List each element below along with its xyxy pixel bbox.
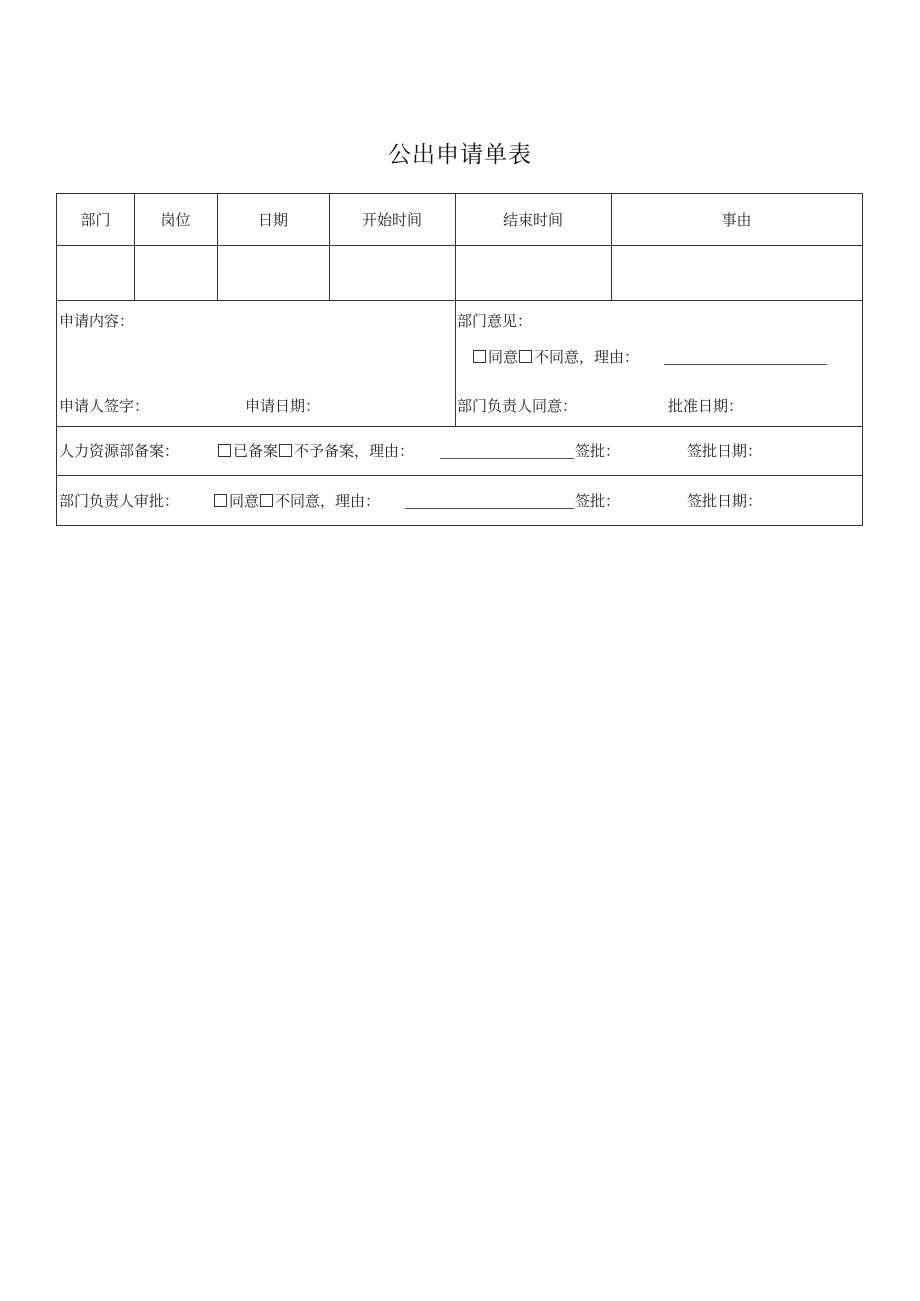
header-department: 部门 [80, 211, 111, 229]
row-divider [57, 426, 862, 427]
header-position: 岗位 [160, 211, 191, 229]
hr-reason-underline[interactable] [440, 458, 574, 459]
application-content-label: 申请内容： [59, 312, 135, 330]
agree-label: 同意 [488, 348, 519, 366]
page-title: 公出申请单表 [388, 142, 532, 168]
hr-sign-date-label: 签批日期： [687, 442, 763, 460]
checkbox-filed[interactable] [218, 444, 231, 457]
input-date-cell[interactable] [218, 246, 329, 300]
head-disagree-reason-label: 不同意，理由： [275, 492, 381, 510]
input-position-cell[interactable] [135, 246, 217, 300]
head-approval-label: 部门负责人审批： [59, 492, 180, 510]
header-date: 日期 [257, 211, 288, 229]
header-reason: 事由 [721, 211, 752, 229]
not-filed-reason-label: 不予备案，理由： [294, 442, 415, 460]
head-sign-label: 签批： [575, 492, 621, 510]
department-opinion-options [473, 348, 639, 366]
head-sign-date-label: 签批日期： [687, 492, 763, 510]
applicant-signature-label: 申请人签字： [59, 397, 150, 415]
department-opinion-label: 部门意见： [457, 312, 533, 330]
head-reason-underline[interactable] [405, 508, 574, 509]
outing-application-form [56, 193, 863, 526]
hr-filing-options [218, 442, 414, 460]
filed-label: 已备案 [233, 442, 279, 460]
application-date-label: 申请日期： [245, 397, 321, 415]
hr-filing-label: 人力资源部备案： [59, 442, 180, 460]
checkbox-disagree[interactable] [519, 350, 532, 363]
row-divider [57, 475, 862, 476]
checkbox-agree[interactable] [473, 350, 486, 363]
checkbox-head-agree[interactable] [214, 494, 227, 507]
input-department-cell[interactable] [57, 246, 134, 300]
approval-date-label: 批准日期： [668, 397, 744, 415]
head-approval-options [214, 492, 380, 510]
hr-sign-label: 签批： [575, 442, 621, 460]
checkbox-not-filed[interactable] [279, 444, 292, 457]
row-divider [57, 300, 862, 301]
disagree-reason-label: 不同意，理由： [534, 348, 640, 366]
input-start-time-cell[interactable] [330, 246, 455, 300]
header-start-time: 开始时间 [361, 211, 422, 229]
department-reason-underline[interactable] [664, 364, 827, 365]
header-end-time: 结束时间 [502, 211, 563, 229]
department-head-agree-label: 部门负责人同意： [457, 397, 578, 415]
checkbox-head-disagree[interactable] [260, 494, 273, 507]
head-agree-label: 同意 [229, 492, 260, 510]
input-end-time-cell[interactable] [456, 246, 611, 300]
input-reason-cell[interactable] [612, 246, 862, 300]
